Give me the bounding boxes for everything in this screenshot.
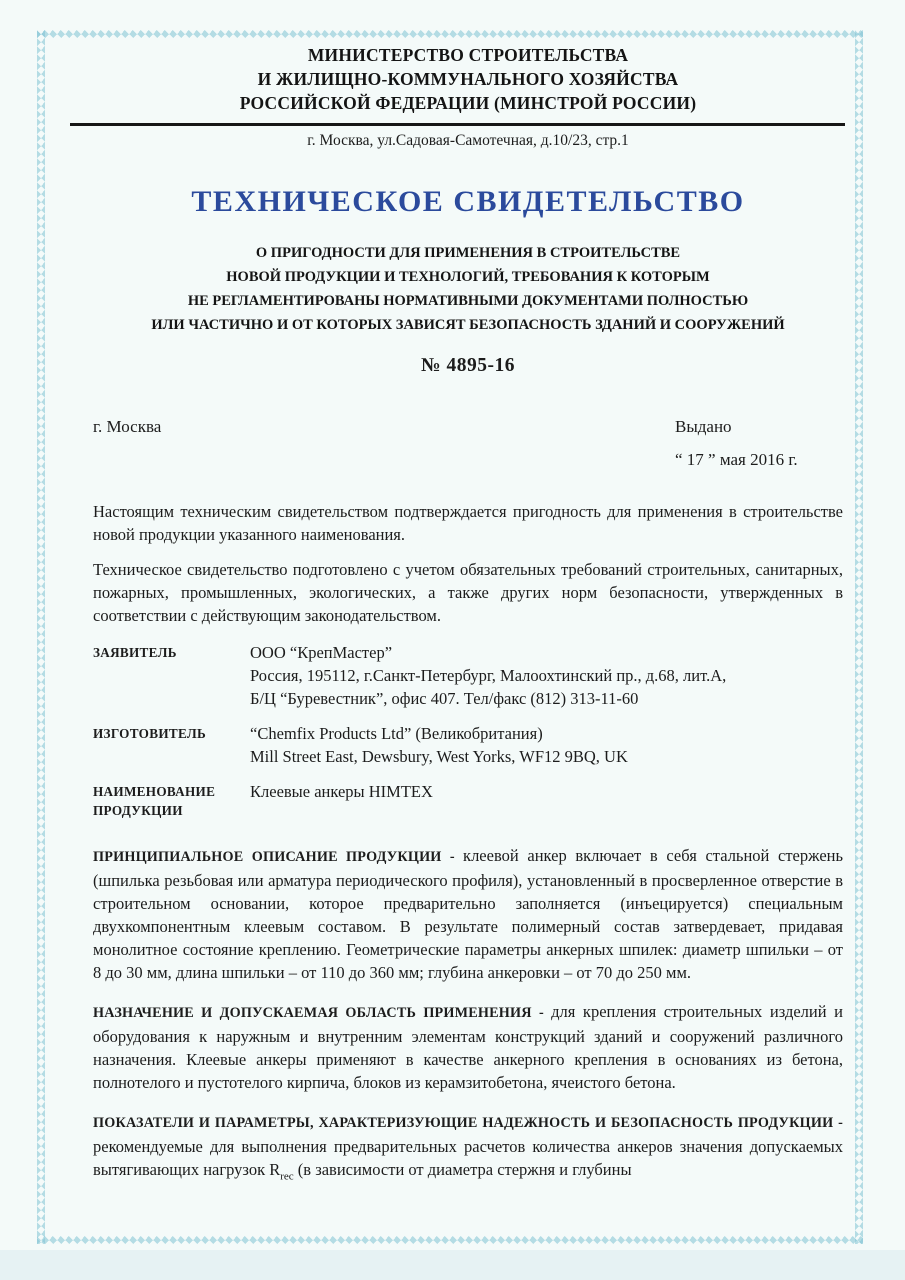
issued-label: Выдано	[675, 417, 732, 436]
r-rec-subscript: rec	[280, 1170, 294, 1183]
section-parameters-body-start: рекомендуемые для выполнения предварительных расчетов количества анкеров значения допускаемых вытягивающих нагрузок R	[93, 1137, 843, 1179]
intro-paragraph-1: Настоящим техническим свидетельством подтверждается пригодность для применения в строительстве новой продукции указанного наименования.	[93, 502, 843, 544]
manufacturer-label: ИЗГОТОВИТЕЛЬ	[93, 726, 207, 741]
page-bottom-tint	[0, 1250, 905, 1280]
subtitle-line-1: О ПРИГОДНОСТИ ДЛЯ ПРИМЕНЕНИЯ В СТРОИТЕЛЬСТВЕ	[255, 245, 681, 261]
product-label-line-1: НАИМЕНОВАНИЕ	[93, 784, 216, 799]
product-label-line-2: ПРОДУКЦИИ	[93, 803, 183, 818]
section-parameters-body-end: (в зависимости от диаметра стержня и глубины	[293, 1160, 632, 1179]
section-parameters-heading: ПОКАЗАТЕЛИ И ПАРАМЕТРЫ, ХАРАКТЕРИЗУЮЩИЕ НАДЕЖНОСТЬ И БЕЗОПАСНОСТЬ ПРОДУКЦИИ -	[93, 1115, 843, 1131]
certificate-border-left	[37, 30, 45, 1244]
section-application-body: для крепления строительных изделий и оборудования к наружным и внутренним элементам конструкций зданий и сооружений различного назначения. Клеевые анкеры применяют в качестве анкерного крепления в основаниях из бетона, полнотелого и пустотелого кирпича, блоков из керамзитобетона, ячеистого бетона.	[93, 1002, 843, 1092]
ministry-name	[93, 0, 843, 115]
manufacturer-row	[93, 722, 843, 768]
manufacturer-address: Mill Street East, Dewsbury, West Yorks, WF12 9BQ, UK	[250, 747, 628, 766]
section-description	[93, 844, 843, 984]
issue-block	[675, 417, 843, 470]
product-label	[93, 780, 250, 820]
subtitle-line-2: НОВОЙ ПРОДУКЦИИ И ТЕХНОЛОГИЙ, ТРЕБОВАНИЯ К КОТОРЫМ	[226, 269, 710, 285]
applicant-name: ООО “КрепМастер”	[250, 643, 393, 662]
product-row	[93, 780, 843, 820]
section-description-heading: ПРИНЦИПИАЛЬНОЕ ОПИСАНИЕ ПРОДУКЦИИ -	[93, 849, 464, 865]
ministry-line-2: И ЖИЛИЩНО-КОММУНАЛЬНОГО ХОЗЯЙСТВА	[257, 69, 679, 89]
manufacturer-name: “Chemfix Products Ltd” (Великобритания)	[250, 724, 543, 743]
subtitle-line-4: ИЛИ ЧАСТИЧНО И ОТ КОТОРЫХ ЗАВИСЯТ БЕЗОПАСНОСТЬ ЗДАНИЙ И СООРУЖЕНИЙ	[151, 317, 785, 333]
section-application	[93, 1000, 843, 1094]
ministry-line-1: МИНИСТЕРСТВО СТРОИТЕЛЬСТВА	[307, 45, 629, 65]
issue-city: г. Москва	[93, 417, 162, 436]
ministry-line-3: РОССИЙСКОЙ ФЕДЕРАЦИИ (МИНСТРОЙ РОССИИ)	[239, 93, 697, 113]
applicant-label: ЗАЯВИТЕЛЬ	[93, 645, 177, 660]
manufacturer-value	[250, 722, 843, 768]
section-application-heading: НАЗНАЧЕНИЕ И ДОПУСКАЕМАЯ ОБЛАСТЬ ПРИМЕНЕНИЯ -	[93, 1005, 552, 1021]
product-name: Клеевые анкеры HIMTEX	[250, 782, 433, 801]
intro-paragraph-2: Техническое свидетельство подготовлено с учетом обязательных требований строительных, санитарных, пожарных, промышленных, экологических, а также других норм безопасности, утвержденных в соответствии с действующим законодательством.	[93, 560, 843, 625]
certificate-title: ТЕХНИЧЕСКОЕ СВИДЕТЕЛЬСТВО	[191, 185, 745, 218]
section-description-body: клеевой анкер включает в себя стальной стержень (шпилька резьбовая или арматура периодического профиля), установленный в просверленное отверстие в строительном основании, которое предварительно заполняется (инъецируется) специальным двухкомпонентным клеевым составом. В результате полимерный состав затвердевает, придавая монолитное состояние креплению. Геометрические параметры анкерных шпилек: диаметр шпильки – от 8 до 30 мм, длина шпильки – от 110 до 360 мм; глубина анкеровки – от 70 до 250 мм.	[93, 846, 843, 982]
ministry-address: г. Москва, ул.Садовая-Самотечная, д.10/23, стр.1	[307, 132, 629, 149]
certificate-number: № 4895-16	[421, 355, 515, 376]
applicant-value	[250, 641, 843, 710]
header-rule	[70, 123, 845, 126]
section-parameters	[93, 1110, 843, 1181]
certificate-border-bottom	[37, 1236, 863, 1244]
subtitle-line-3: НЕ РЕГЛАМЕНТИРОВАНЫ НОРМАТИВНЫМИ ДОКУМЕНТАМИ ПОЛНОСТЬЮ	[187, 293, 749, 309]
certificate-border-right	[855, 30, 863, 1244]
applicant-address-line-2: Б/Ц “Буревестник”, офис 407. Тел/факс (812) 313-11-60	[250, 689, 639, 708]
applicant-address-line-1: Россия, 195112, г.Санкт-Петербург, Малоохтинский пр., д.68, лит.А,	[250, 666, 727, 685]
issue-row	[93, 417, 843, 470]
certificate-subtitle	[93, 241, 843, 337]
issue-date: “ 17 ” мая 2016 г.	[675, 450, 798, 469]
parties-block	[93, 641, 843, 820]
applicant-row	[93, 641, 843, 710]
